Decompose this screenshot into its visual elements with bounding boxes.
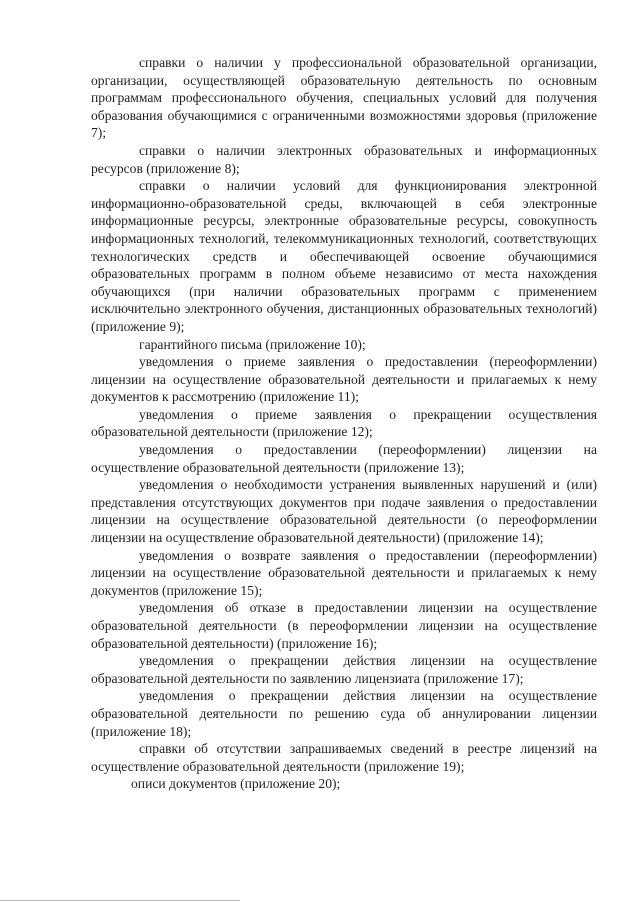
document-body — [91, 54, 597, 793]
paragraph-14: описи документов (приложение 20); — [131, 776, 341, 792]
paragraph-2: справки о наличии электронных образовательных и информационных ресурсов (приложение 8); — [91, 142, 597, 176]
paragraph-1: справки о наличии у профессиональной образовательной организации, организации, осуществляющей образовательную деятельность по основным программам профессионального обучения, специальных условий для получения образования обучающимися с ограниченными возможностями здоровья (приложение 7); — [91, 55, 597, 141]
paragraph-3: справки о наличии условий для функционирования электронной информационно-образовательной среды, включающей в себя электронные информационные ресурсы, электронные образовательные ресурсы, совокупность информационных технологий, телекоммуникационных технологий, соответствующих технологических средств и обеспечивающей освоение обучающимися образовательных программ в полном объеме независимо от места нахождения обучающихся (при наличии образовательных программ с применением исключительно электронного обучения, дистанционных образовательных технологий) (приложение 9); — [91, 178, 597, 334]
paragraph-7: уведомления о предоставлении (переоформлении) лицензии на осуществление образовательной деятельности (приложение 13); — [91, 442, 597, 475]
paragraph-10: уведомления об отказе в предоставлении лицензии на осуществление образовательной деятельности (в переоформлении лицензии на осуществление образовательной деятельности) (приложение 16); — [91, 600, 597, 651]
paragraph-5: уведомления о приеме заявления о предоставлении (переоформлении) лицензии на осуществление образовательной деятельности и прилагаемых к нему документов к рассмотрению (приложение 11); — [91, 354, 597, 405]
paragraph-9: уведомления о возврате заявления о предоставлении (переоформлении) лицензии на осуществление образовательной деятельности и прилагаемых к нему документов (приложение 15); — [91, 547, 597, 598]
paragraph-8: уведомления о необходимости устранения выявленных нарушений и (или) представления отсутствующих документов при подаче заявления о предоставлении лицензии на осуществление образовательной деятельности (о переоформлении лицензии на осуществление образовательной деятельности) (приложение 14); — [91, 477, 597, 546]
paragraph-11: уведомления о прекращении действия лицензии на осуществление образовательной деятельности по заявлению лицензиата (приложение 17); — [91, 653, 597, 686]
paragraph-13: справки об отсутствии запрашиваемых сведений в реестре лицензий на осуществление образовательной деятельности (приложение 19); — [91, 741, 597, 774]
footer-divider — [0, 900, 240, 901]
paragraph-4: гарантийного письма (приложение 10); — [139, 336, 366, 352]
paragraph-12: уведомления о прекращении действия лицензии на осуществление образовательной деятельности по решению суда об аннулировании лицензии (приложение 18); — [91, 688, 597, 739]
paragraph-6: уведомления о приеме заявления о прекращении осуществления образовательной деятельности (приложение 12); — [91, 406, 597, 440]
